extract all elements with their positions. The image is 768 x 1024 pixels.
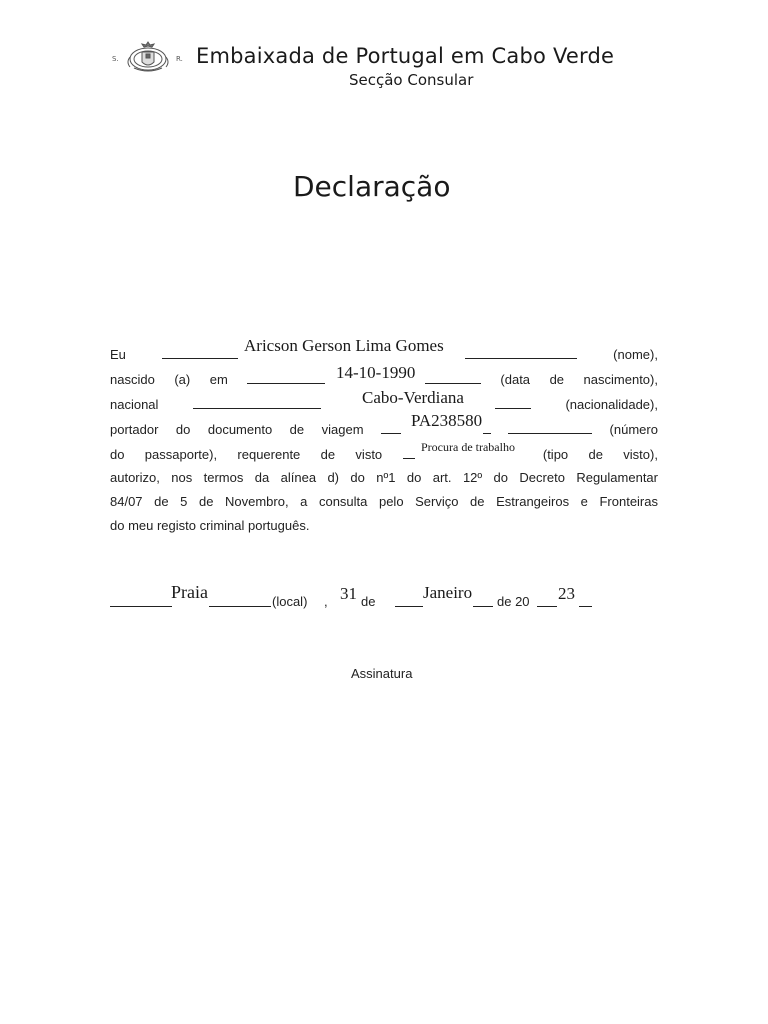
passport-blank-left <box>381 421 401 434</box>
coat-of-arms-icon <box>124 40 172 74</box>
embassy-title: Embaixada de Portugal em Cabo Verde <box>196 44 615 68</box>
month-blank-right <box>473 594 493 607</box>
nationality-blank-left <box>193 396 321 409</box>
handwritten-name: Aricson Gerson Lima Gomes <box>244 336 444 355</box>
place-blank-left <box>110 594 172 607</box>
de-label-2: de 20 <box>497 594 530 609</box>
passport-blank-mid <box>483 421 491 434</box>
year-blank-left <box>537 594 557 607</box>
handwritten-year: 23 <box>558 584 575 603</box>
handwritten-nationality: Cabo-Verdiana <box>362 388 464 407</box>
coat-of-arms-logo <box>112 40 192 74</box>
birth-blank-left <box>247 371 325 384</box>
line-registry: do meu registo criminal português. <box>110 518 310 533</box>
passport-blank-right <box>508 421 592 434</box>
name-blank <box>162 346 238 359</box>
place-blank-right <box>209 594 271 607</box>
line-name: Eu (nome), <box>110 347 658 362</box>
comma: , <box>324 594 328 609</box>
handwritten-day: 31 <box>340 584 357 603</box>
visa-blank <box>403 446 415 459</box>
consular-section: Secção Consular <box>349 71 474 89</box>
seal-side-right: R. <box>176 55 183 63</box>
line-decree: 84/07 de 5 de Novembro, a consulta pelo Serviço de Estrangeiros e Fronteiras <box>110 494 658 509</box>
de-label-1: de <box>361 594 376 609</box>
line-birth: nascido (a) em (data de nascimento), <box>110 372 658 387</box>
line-nationality: nacional (nacionalidade), <box>110 397 658 412</box>
handwritten-place: Praia <box>171 582 208 602</box>
signature-label: Assinatura <box>351 666 413 681</box>
year-blank-right <box>579 594 592 607</box>
page-title: Declaração <box>293 170 451 203</box>
seal-side-left: S. <box>112 55 119 63</box>
birth-blank-right <box>425 371 481 384</box>
local-label: (local) <box>272 594 308 609</box>
handwritten-month: Janeiro <box>423 583 473 602</box>
line-visa: do passaporte), requerente de visto (tipo de visto), <box>110 447 658 462</box>
name-blank-right <box>465 346 577 359</box>
handwritten-birth-date: 14-10-1990 <box>336 363 416 382</box>
handwritten-visa-type: Procura de trabalho <box>421 440 515 454</box>
month-blank-left <box>395 594 423 607</box>
nationality-blank-right <box>495 396 531 409</box>
handwritten-passport: PA238580 <box>411 411 483 430</box>
line-authorize: autorizo, nos termos da alínea d) do nº1 do art. 12º do Decreto Regulamentar <box>110 470 658 485</box>
line-passport: portador do documento de viagem (número <box>110 422 658 437</box>
